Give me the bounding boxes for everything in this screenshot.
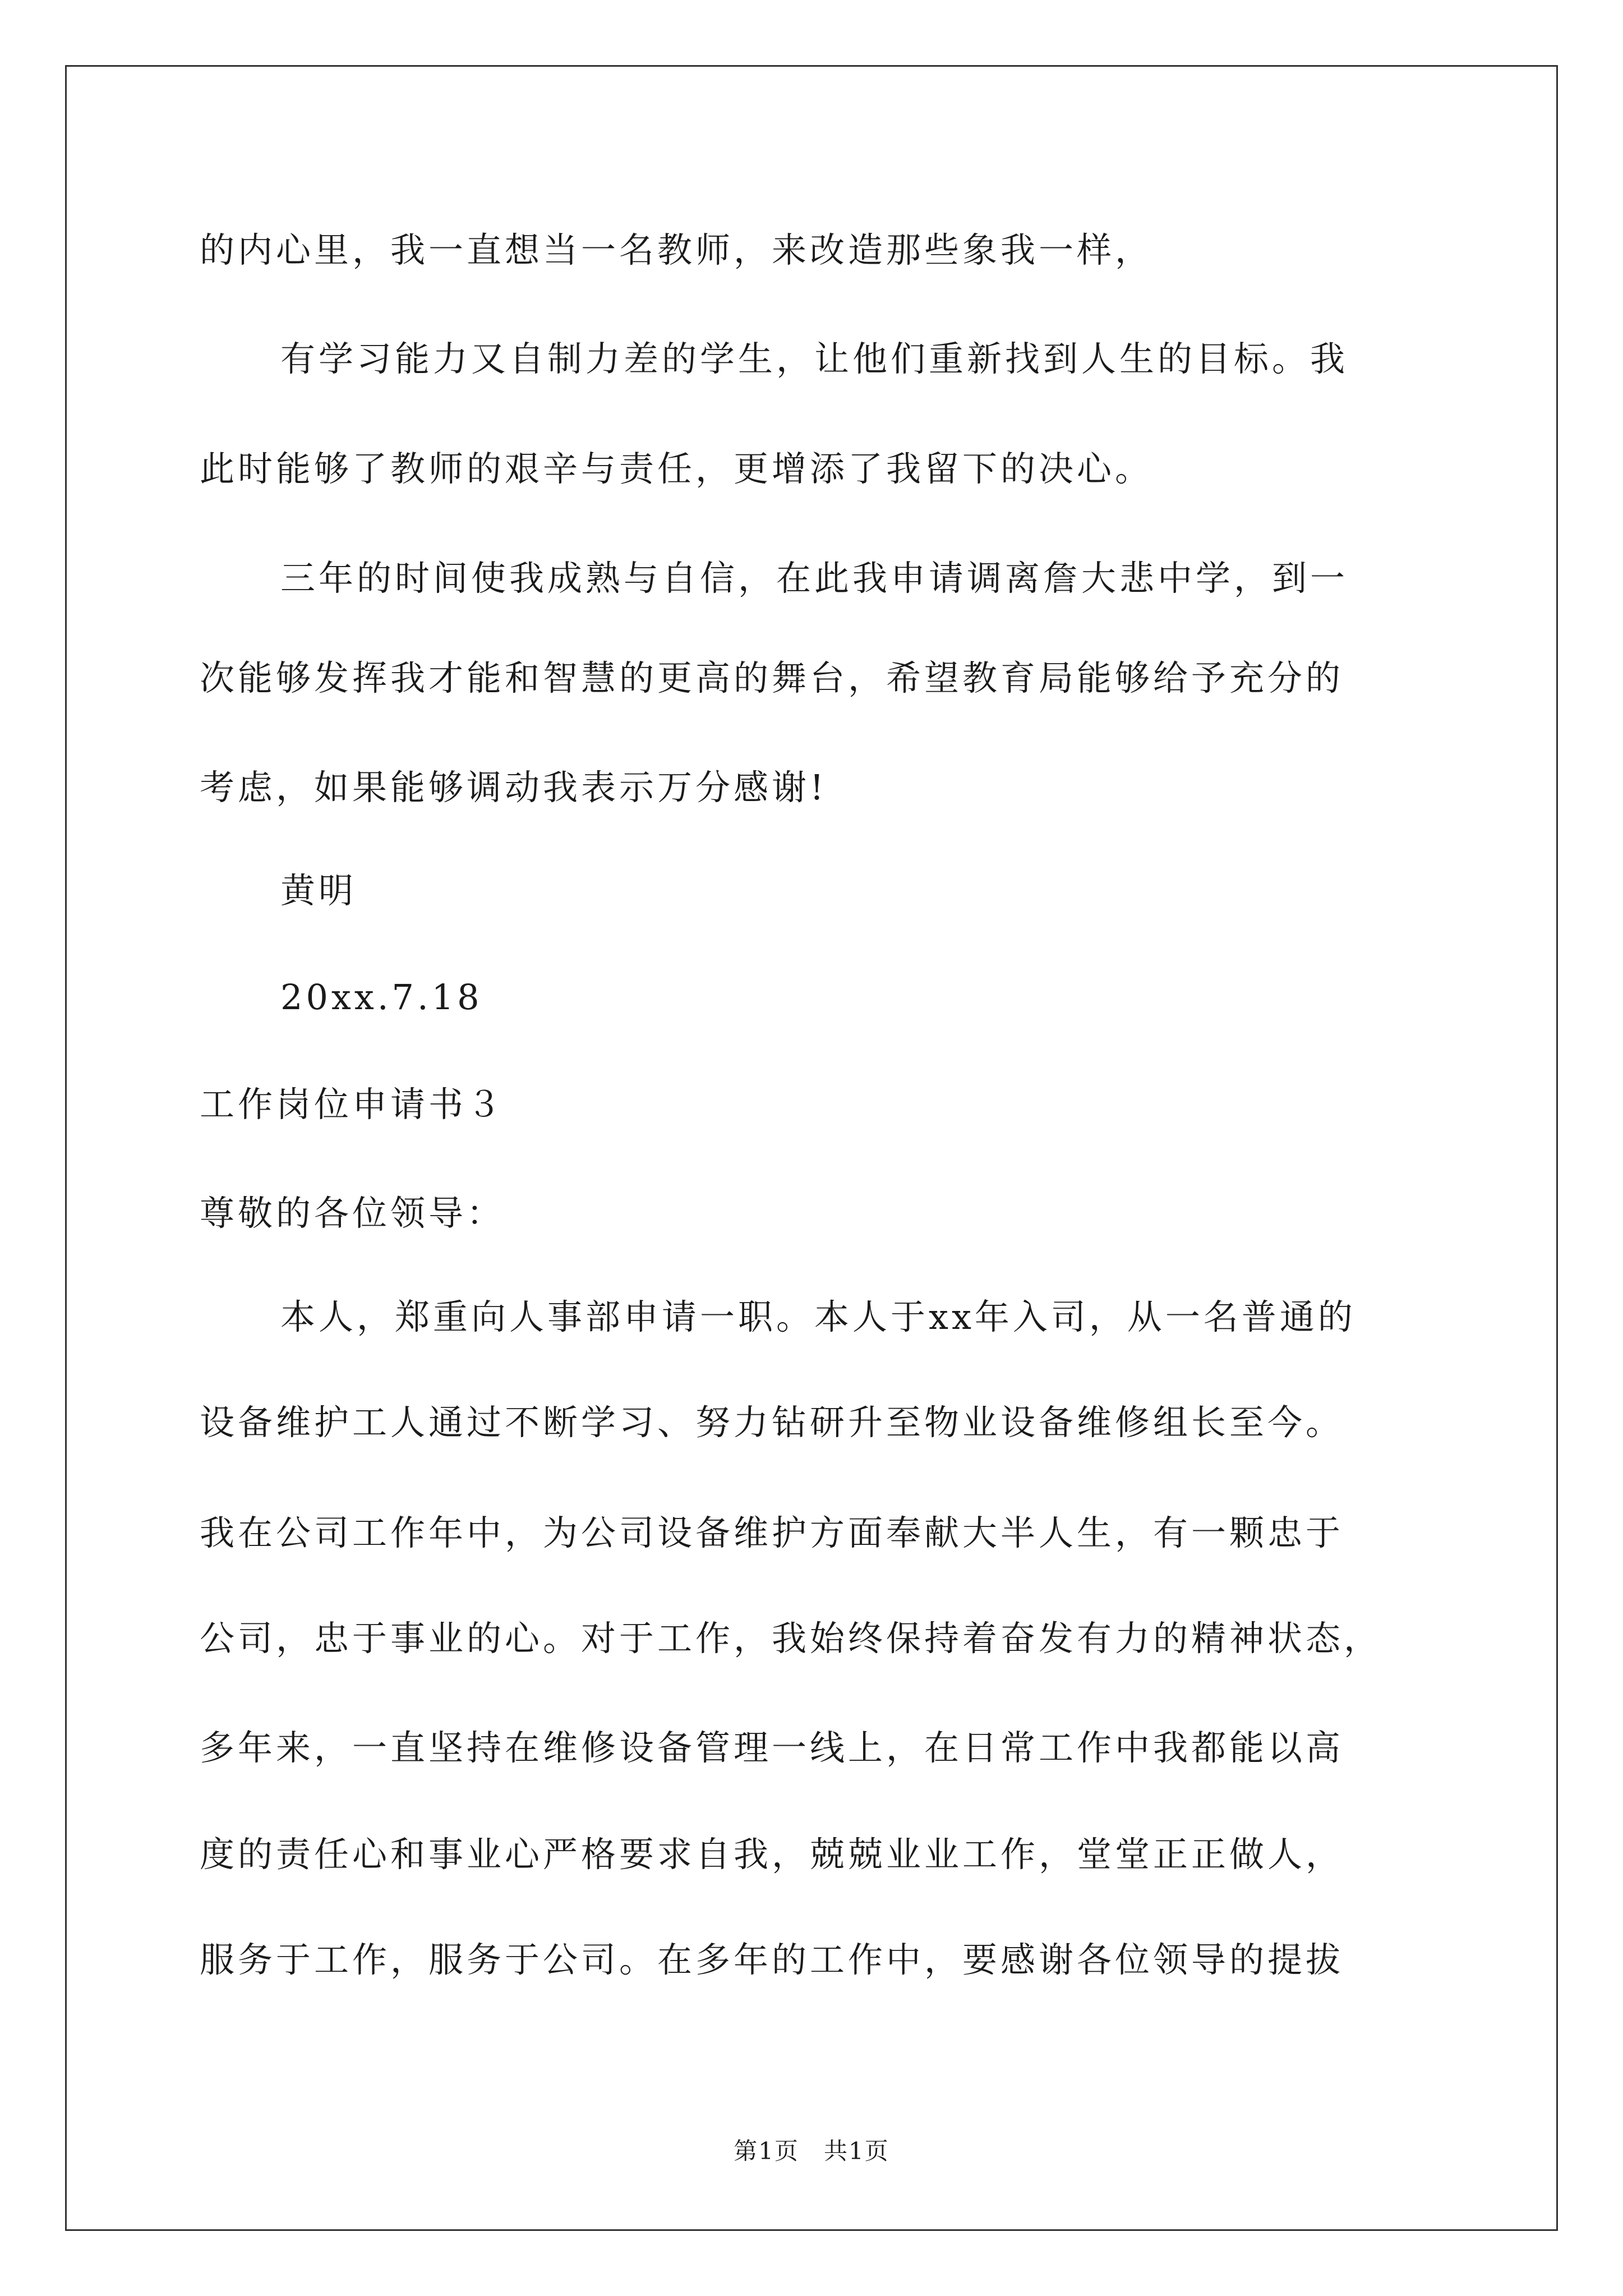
text-line: 度的责任心和事业心严格要求自我，兢兢业业工作，堂堂正正做人， <box>200 1834 1344 1875</box>
salutation: 尊敬的各位领导： <box>200 1193 505 1234</box>
text-line: 此时能够了教师的艰辛与责任，更增添了我留下的决心。 <box>200 448 1154 489</box>
text-line: 我在公司工作年中，为公司设备维护方面奉献大半人生，有一颗忠于 <box>200 1512 1344 1553</box>
text-line: 多年来，一直坚持在维修设备管理一线上，在日常工作中我都能以高 <box>200 1727 1344 1768</box>
text-line: 考虑，如果能够调动我表示万分感谢! <box>200 767 827 808</box>
text-line: 服务于工作，服务于公司。在多年的工作中，要感谢各位领导的提拔 <box>200 1939 1344 1980</box>
signature-name: 黄明 <box>280 870 357 911</box>
text-line: 次能够发挥我才能和智慧的更高的舞台，希望教育局能够给予充分的 <box>200 657 1344 698</box>
text-line: 公司，忠于事业的心。对于工作，我始终保持着奋发有力的精神状态， <box>200 1618 1382 1659</box>
text-line: 设备维护工人通过不断学习、努力钻研升至物业设备维修组长至今。 <box>200 1402 1344 1443</box>
page-border <box>65 65 1558 2231</box>
paragraph-first-line: 有学习能力又自制力差的学生，让他们重新找到人生的目标。我 <box>280 338 1349 379</box>
text-line: 的内心里，我一直想当一名教师，来改造那些象我一样， <box>200 229 1154 270</box>
signature-date: 20xx.7.18 <box>280 977 483 1018</box>
paragraph-first-line: 三年的时间使我成熟与自信，在此我申请调离詹大悲中学，到一 <box>280 558 1349 599</box>
paragraph-first-line: 本人，郑重向人事部申请一职。本人于xx年入司，从一名普通的 <box>280 1296 1356 1337</box>
section-heading: 工作岗位申请书３ <box>200 1084 505 1125</box>
page-number: 第1页 共1页 <box>734 2137 889 2165</box>
